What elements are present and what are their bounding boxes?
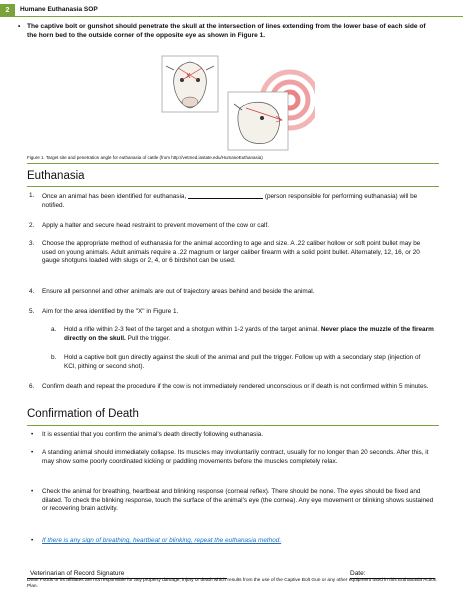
divider: [27, 425, 439, 426]
cattle-front-view: [162, 56, 218, 112]
cattle-target-figure: [150, 52, 315, 154]
section-heading-euthanasia: Euthanasia: [27, 170, 85, 182]
bullet-icon: •: [18, 23, 21, 30]
step-1: 1. Once an animal has been identified for euthanasia, (person responsible for performing euthanasia) will be notified.: [29, 192, 418, 209]
confirm-bullet: • A standing animal should immediately collapse. Its muscles may involuntarily contract, usually for no longer than 20 seconds. After this, it may show some poorly coordinated kicking or paddling movements before the muscles completely relax.: [31, 449, 429, 465]
header-title: Humane Euthanasia SOP: [15, 4, 463, 17]
step-2: 2. Apply a halter and secure head restraint to prevent movement of the cow or calf.: [29, 222, 269, 229]
bullet-icon: •: [31, 449, 34, 456]
step-5a: a. Hold a rifle within 2-3 feet of the target and a shotgun within 1-2 yards of the target animal. Never place the muzzle of the firearm directly on the skull. Pull the trigger.: [51, 326, 434, 342]
confirm-bullet: • Check the animal for breathing, heartbeat and blinking response (corneal reflex). There should be none. The eyes should be fixed and dilated. To check the blinking response, touch the surface of the animal's eye (the cornea). Any eye movement or blinking shows sustained or recovering brain activity.: [31, 488, 434, 513]
step-5b: b. Hold a captive bolt gun directly against the skull of the animal and pull the trigger. Follow up with a secondary step (injection of KCl, pithing or second shot).: [51, 354, 421, 370]
step-4: 4. Ensure all personnel and other animals are out of trajectory areas behind and beside the animal.: [29, 288, 315, 295]
confirm-bullet-link: [31, 537, 434, 546]
responsible-person-blank[interactable]: [188, 192, 263, 199]
step-6: 6. Confirm death and repeat the procedure if the cow is not immediately rendered unconscious or if death is not confirmed within 5 minutes.: [29, 383, 429, 390]
confirm-bullet: • It is essential that you confirm the animal's death directly following euthanasia.: [31, 431, 264, 438]
page-number: 2: [0, 4, 15, 17]
bullet-icon: •: [31, 537, 34, 544]
figure-caption: Figure 1. Target site and penetration angle for euthanasia of cattle (from http://vetmed.iastate.edu/HumaneEuthanasia): [27, 155, 263, 160]
section-heading-confirmation: Confirmation of Death: [27, 408, 139, 420]
cattle-side-view: [228, 92, 288, 150]
bullet-icon: •: [31, 488, 34, 495]
intro-bullet: • The captive bolt or gunshot should penetrate the skull at the intersection of lines extending from the lower base of each side of the horn bed to the outside corner of the opposite eye as shown in Figure 1.: [18, 23, 426, 39]
date-label: Date:: [350, 570, 366, 577]
signature-label: Veterinarian of Record Signature: [30, 570, 125, 577]
footer-disclaimer: Dean Foods or its affiliates are not responsible for any property damage, injury or death which results from the use of the Captive Bolt Gun or any other equipment used in this Euthanasia Action Plan.: [27, 578, 437, 590]
repeat-euthanasia-link[interactable]: If there is any sign of breathing, heartbeat or blinking, repeat the euthanasia method.: [42, 537, 282, 544]
bullet-icon: •: [31, 431, 34, 438]
divider: [27, 186, 439, 187]
target-x-icon: x: [186, 70, 191, 80]
page-header: [0, 4, 463, 17]
divider: [27, 163, 439, 164]
step-5: 5. Aim for the area identified by the "X" in Figure 1.: [29, 308, 179, 315]
step-3: 3. Choose the appropriate method of euthanasia for the animal according to age and size. A .22 caliber hollow or soft point bullet may be used on young animals. Adult animals require a .22 magnum or larger caliber firearm with a solid point bullet. Alternately, 12, 16, or 20 gauge shotguns loaded with slugs or 2, 4, or 6 birdshot can be used.: [29, 240, 421, 265]
